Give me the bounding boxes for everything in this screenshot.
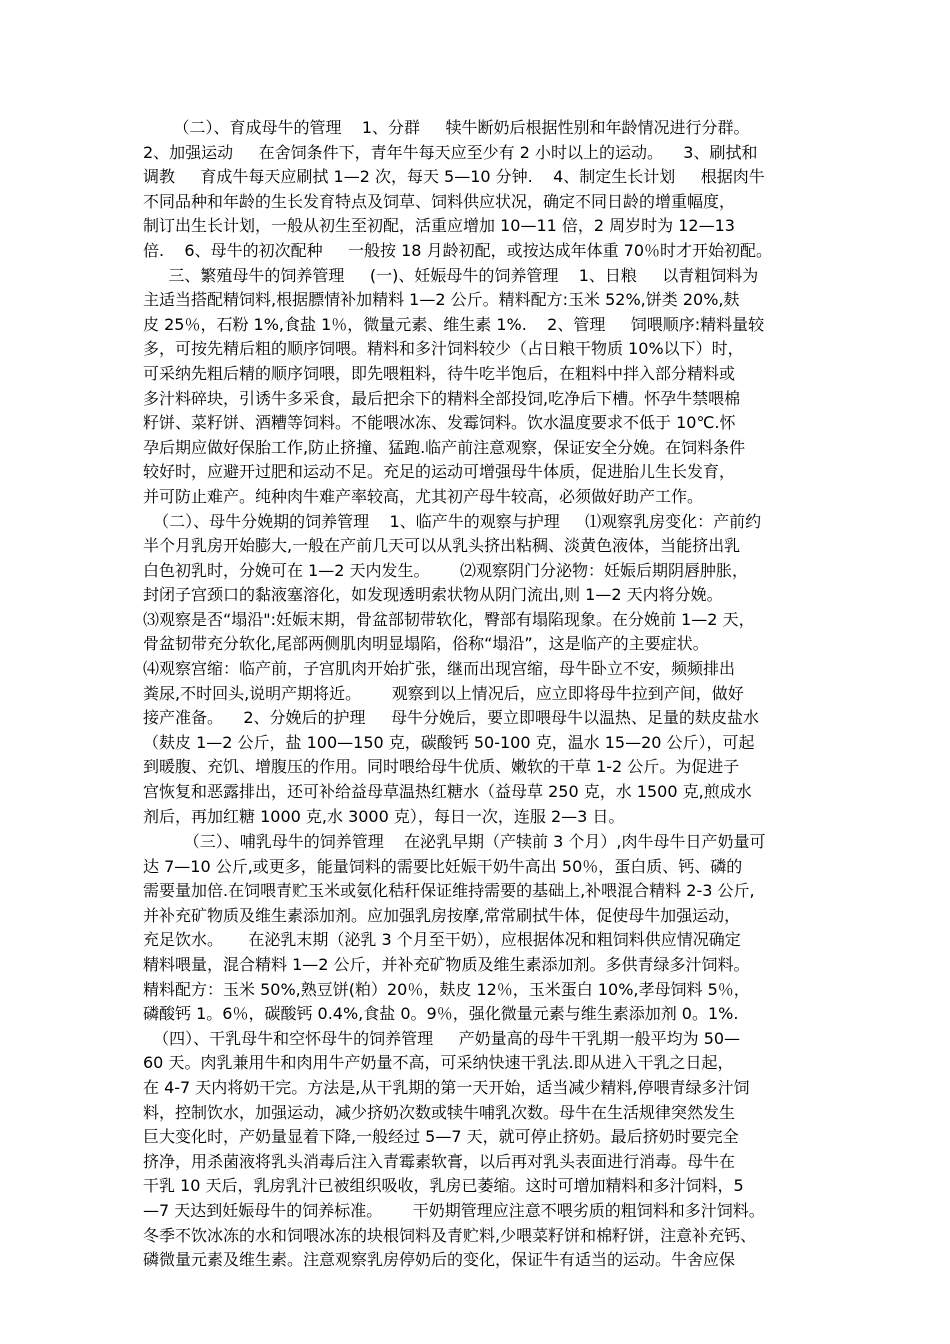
text-line: 孕后期应做好保胎工作,防止挤撞、猛跑.临产前注意观察，保证安全分娩。在饲料条件 <box>143 437 746 457</box>
text-line: 三、繁殖母牛的饲养管理 (一)、妊娠母牛的饲养管理 1、日粮 以青粗饲料为 <box>143 265 759 285</box>
text-line: 2、加强运动 在舍饲条件下，青年牛每天应至少有 2 小时以上的运动。 3、刷拭和 <box>143 142 758 162</box>
text-line: 磷酸钙 1。6％，碳酸钙 0.4%,食盐 0。9％，强化微量元素与维生素添加剂 0。1%. <box>143 1004 739 1024</box>
text-line: 到暖腹、充饥、增腹压的作用。同时喂给母牛优质、嫩软的干草 1-2 公斤。为促进子 <box>143 757 740 777</box>
text-line: 皮 25％，石粉 1%,食盐 1％，微量元素、维生素 1%. 2、管理 饲喂顺序:精料量较 <box>143 314 765 334</box>
text-line: 干乳 10 天后，乳房乳汁已被组织吸收，乳房已萎缩。这时可增加精料和多汁饲料，5 <box>143 1176 744 1196</box>
text-line: 接产准备。 2、分娩后的护理 母牛分娩后，要立即喂母牛以温热、足量的麸皮盐水 <box>143 708 759 728</box>
text-line: 在 4-7 天内将奶干完。方法是,从干乳期的第一天开始，适当减少精料,停喂青绿多汁饲 <box>143 1077 750 1097</box>
text-block-cow-management <box>143 116 815 829</box>
text-line: 60 天。肉乳兼用牛和肉用牛产奶量不高，可采纳快速干乳法.即从进入干乳之日起， <box>143 1053 734 1073</box>
text-line: （三）、哺乳母牛的饲养管理 在泌乳早期（产犊前 3 个月）,肉牛母牛日产奶量可 <box>143 832 766 851</box>
text-line: 籽饼、菜籽饼、酒糟等饲料。不能喂冰冻、发霉饲料。饮水温度要求不低于 10℃.怀 <box>143 413 736 433</box>
text-line: 宫恢复和恶露排出，还可补给益母草温热红糖水（益母草 250 克，水 1500 克,煎成水 <box>143 782 752 802</box>
text-line: 较好时，应避开过肥和运动不足。充足的运动可增强母牛体质，促进胎儿生长发育， <box>143 462 736 482</box>
text-line: 制订出生长计划，一般从初生至初配，活重应增加 10—11 倍，2 周岁时为 12—13 <box>143 216 735 236</box>
text-line: ⑷观察宫缩：临产前，子宫肌肉开始扩张，继而出现宫缩，母牛卧立不安，频频排出 <box>143 659 736 679</box>
text-block-lactation-dry-period <box>143 830 815 1273</box>
text-line: （麸皮 1—2 公斤，盐 100—150 克，碳酸钙 50-100 克，温水 15—20 公斤），可起 <box>143 732 755 752</box>
text-line: 精料配方：玉米 50%,熟豆饼(粕）20％，麸皮 12％，玉米蛋白 10%,孝母饲料 5％， <box>143 979 750 999</box>
text-line: 多，可按先精后粗的顺序饲喂。精料和多汁饲料较少（占日粮干物质 10%以下）时， <box>143 339 744 359</box>
text-line: 粪尿,不时回头,说明产期将近。 观察到以上情况后，应立即将母牛拉到产间，做好 <box>143 683 744 703</box>
text-line: 需要量加倍.在饲喂青贮玉米或氨化秸秆保证维持需要的基础上,补喂混合精料 2-3 公斤, <box>143 881 755 901</box>
text-line: 倍. 6、母牛的初次配种 一般按 18 月龄初配，或按达成年体重 70％时才开始初配。 <box>143 240 773 260</box>
text-line: 挤净，用杀菌液将乳头消毒后注入青霉素软膏，以后再对乳头表面进行消毒。母牛在 <box>143 1151 736 1171</box>
text-line: 主适当搭配精饲料,根据膘情补加精料 1—2 公斤。精料配方:玉米 52%,饼类 20%,麸 <box>143 290 740 310</box>
text-line: 调教 育成牛每天应刷拭 1—2 次，每天 5—10 分钟. 4、制定生长计划 根据肉牛 <box>143 167 765 187</box>
text-line: （四）、干乳母牛和空怀母牛的饲养管理 产奶量高的母牛干乳期一般平均为 50— <box>143 1028 741 1048</box>
text-line: 磷微量元素及维生素。注意观察乳房停奶后的变化，保证牛有适当的运动。牛舍应保 <box>143 1250 736 1270</box>
text-line: 冬季不饮冰冻的水和饲喂冰冻的块根饲料及青贮料,少喂菜籽饼和棉籽饼，注意补充钙、 <box>143 1225 757 1245</box>
text-line: 封闭子宫颈口的黏液塞溶化，如发现透明索状物从阴门流出,则 1—2 天内将分娩。 <box>143 585 723 605</box>
text-line: 并补充矿物质及维生素添加剂。应加强乳房按摩,常常刷拭牛体，促使母牛加强运动， <box>143 905 741 925</box>
text-line: 不同品种和年龄的生长发育特点及饲草、饲料供应状况，确定不同日龄的增重幅度， <box>143 191 736 211</box>
text-line: 剂后，再加红糖 1000 克,水 3000 克），每日一次，连服 2—3 日。 <box>143 806 625 826</box>
text-line: ⑶观察是否“塌沿":妊娠末期，骨盆部韧带软化，臀部有塌陷现象。在分娩前 1—2 天， <box>143 609 755 629</box>
text-line: 巨大变化时，产奶量显着下降,一般经过 5—7 天，就可停止挤奶。最后挤奶时要完全 <box>143 1127 739 1147</box>
text-line: 并可防止难产。纯种肉牛难产率较高，尤其初产母牛较高，必须做好助产工作。 <box>143 486 704 506</box>
text-line: 精料喂量，混合精料 1—2 公斤，并补充矿物质及维生素添加剂。多供青绿多汁饲料。 <box>143 954 750 974</box>
text-line: （二）、育成母牛的管理 1、分群 犊牛断奶后根据性别和年龄情况进行分群。 <box>143 118 750 137</box>
text-line: 达 7—10 公斤,或更多，能量饲料的需要比妊娠干奶牛高出 50％，蛋白质、钙、磷的 <box>143 856 743 876</box>
text-line: 白色初乳时，分娩可在 1—2 天内发生。 ⑵观察阴门分泌物：妊娠后期阴唇肿胀， <box>143 560 749 580</box>
text-line: 半个月乳房开始膨大,一般在产前几天可以从乳头挤出粘稠、淡黄色液体，当能挤出乳 <box>143 536 741 556</box>
text-line: 多汁料碎块，引诱牛多采食，最后把余下的精料全部投饲,吃净后下槽。怀孕牛禁喂棉 <box>143 388 741 408</box>
text-line: 骨盆韧带充分软化,尾部两侧肌肉明显塌陷，俗称“塌沿”，这是临产的主要症状。 <box>143 634 709 654</box>
text-line: （二）、母牛分娩期的饲养管理 1、临产牛的观察与护理 ⑴观察乳房变化：产前约 <box>143 511 762 531</box>
text-line: 可采纳先粗后精的顺序饲喂，即先喂粗料，待牛吃半饱后，在粗料中拌入部分精料或 <box>143 363 736 383</box>
text-line: 充足饮水。 在泌乳末期（泌乳 3 个月至干奶），应根据体况和粗饲料供应情况确定 <box>143 930 741 950</box>
text-line: —7 天达到妊娠母牛的饲养标准。 干奶期管理应注意不喂劣质的粗饲料和多汁饲料。 <box>143 1200 765 1220</box>
text-line: 料，控制饮水，加强运动，减少挤奶次数或犊牛哺乳次数。母牛在生活规律突然发生 <box>143 1102 736 1122</box>
